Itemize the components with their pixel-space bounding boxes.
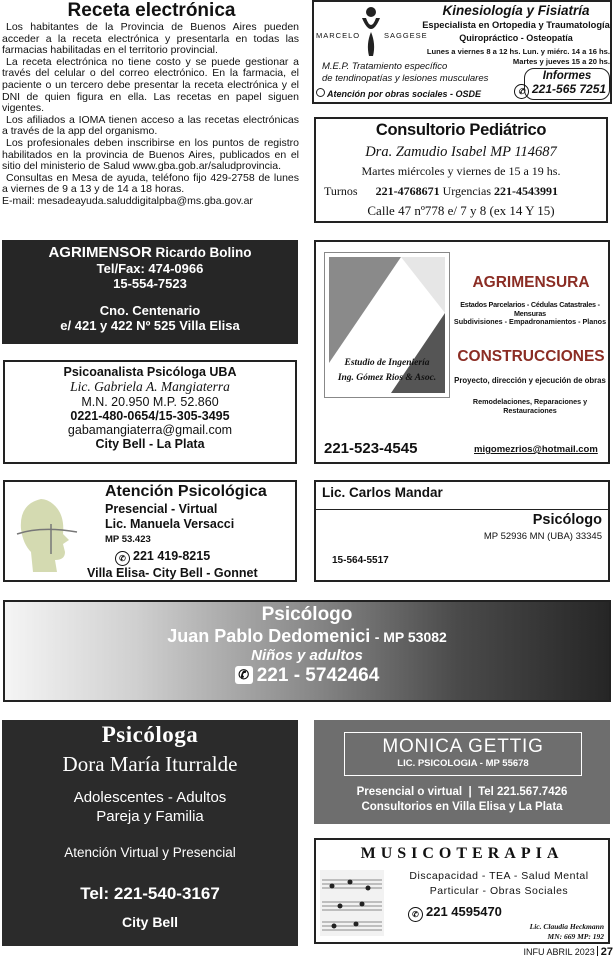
versacci-mp: MP 53.423 [105, 534, 151, 545]
versacci-name: Lic. Manuela Versacci [105, 517, 235, 531]
musico-lic: Lic. Claudia Heckmann [529, 922, 604, 931]
musico-mat: MN: 669 MP: 192 [547, 932, 604, 941]
agrimensor-name: Ricardo Bolino [155, 245, 252, 260]
mangiaterra-mat: M.N. 20.950 M.P. 52.860 [81, 395, 219, 409]
pediatrico-doctor: Dra. Zamudio Isabel MP 114687 [365, 144, 557, 160]
saggese-logo-right: SAGGESE [384, 31, 428, 40]
gettig-line1: Presencial o virtual | Tel 221.567.7426 [356, 786, 568, 798]
gettig-name-box [344, 732, 582, 776]
gomez-cons-items1: Proyecto, dirección y ejecución de obras [454, 376, 606, 385]
agrimensor-telfax: Tel/Fax: 474-0966 [96, 261, 204, 276]
receta-paragraph: Los afiliados a IOMA tienen acceso a las recetas electrónicas a través de la app del organismo. [2, 113, 299, 138]
musico-line2: Particular - Obras Sociales [429, 885, 569, 897]
saggese-atencion [316, 88, 481, 99]
gomez-construcciones: CONSTRUCCIONES [457, 348, 605, 365]
iturralde-atencion: Atención Virtual y Presencial [64, 845, 236, 860]
versacci-title: Atención Psicológica [105, 483, 267, 500]
saggese-mep2: de tendinopatías y lesiones musculares [322, 73, 489, 84]
iturralde-title: Psicóloga [101, 722, 199, 747]
saggese-mep: M.E.P. Tratamiento específico [322, 61, 448, 72]
mangiaterra-name: Lic. Gabriela A. Mangiaterra [70, 379, 230, 394]
saggese-subtitle: Especialista en Ortopedia y Traumatología [422, 20, 610, 30]
head-profile-icon [11, 494, 81, 574]
musico-phone [408, 904, 502, 922]
mangiaterra-title: Psicoanalista Psicóloga UBA [63, 365, 237, 379]
page-footer [500, 945, 613, 959]
whatsapp-icon: ✆ [408, 907, 423, 922]
agrimensor-ad [2, 240, 298, 344]
dedomenici-ad [3, 600, 611, 702]
pediatrico-ad [314, 117, 608, 223]
saggese-phone [514, 82, 606, 99]
iturralde-line1: Adolescentes - Adultos [73, 789, 227, 806]
mandar-mp: MP 52936 MN (UBA) 33345 [483, 531, 602, 542]
gomez-logo-line1: Estudio de Ingeniería [344, 358, 430, 368]
gomez-logo-line2: Ing. Gómez Rios & Asoc. [337, 373, 437, 383]
dedomenici-name: Juan Pablo Dedomenici [167, 626, 371, 646]
gomez-agrimensura: AGRIMENSURA [472, 274, 590, 291]
agrimensor-addr1: Cno. Centenario [99, 303, 201, 318]
bullet-icon [316, 88, 325, 97]
dedomenici-sub: Niños y adultos [251, 647, 363, 664]
mangiaterra-ad [3, 360, 297, 464]
gomez-agri-items1: Estados Parcelarios - Cédulas Catastrales - Mensuras [460, 300, 600, 318]
mandar-divider [316, 509, 608, 510]
saggese-hours2: Martes y jueves 15 a 20 hs. [512, 57, 610, 66]
saggese-logo-left: MARCELO [316, 31, 361, 40]
receta-paragraph: Los habitantes de la Provincia de Buenos Aires pueden acceder a la receta electrónica y presentarla en todas las farmacias habilitadas en el territorio provincial. [2, 21, 299, 57]
dedomenici-heading [5, 626, 609, 647]
pediatrico-title: Consultorio Pediátrico [375, 121, 547, 139]
whatsapp-icon: ✆ [115, 551, 130, 566]
agrimensor-cell: 15-554-7523 [113, 276, 187, 291]
gomez-email: migomezrios@hotmail.com [474, 444, 598, 455]
saggese-hours1: Lunes a viernes 8 a 12 hs. Lun. y miérc. 14 a 16 hs. [426, 47, 610, 56]
mangiaterra-phones: 0221-480-0654/15-305-3495 [70, 409, 230, 423]
gomez-phone: 221-523-4545 [324, 440, 418, 457]
iturralde-ad [2, 720, 298, 946]
mandar-ad [314, 480, 610, 582]
pediatrico-days: Martes miércoles y viernes de 15 a 19 hs. [361, 164, 561, 178]
versacci-phone [115, 549, 210, 566]
saggese-quiro: Quiropráctico - Osteopatía [459, 33, 573, 43]
gettig-ad [314, 720, 610, 824]
footer-page: 27 [600, 946, 613, 958]
whatsapp-icon: ✆ [514, 84, 529, 99]
turnos-label: Turnos [324, 184, 358, 198]
gomez-logo [324, 252, 450, 398]
dedomenici-phone-row [5, 665, 609, 687]
gomez-rios-ad [314, 240, 610, 464]
saggese-atencion-text: Atención por obras sociales - OSDE [327, 89, 482, 99]
musicoterapia-ad [314, 838, 610, 944]
receta-paragraph: La receta electrónica no tiene costo y se puede gestionar a través del celular o del correo electrónico. En la farmacia, el paciente o un tercero debe presentar la receta electrónica y el DNI de quien figura en ella. Las recetas en papel siguen vigentes. [2, 55, 299, 115]
gettig-sub: LIC. PSICOLOGIA - MP 55678 [397, 758, 529, 769]
versacci-places: Villa Elisa- City Bell - Gonnet [87, 566, 258, 580]
musico-line1: Discapacidad - TEA - Salud Mental [409, 870, 589, 882]
dedomenici-mp: - MP 53082 [374, 629, 447, 645]
receta-paragraph: Los profesionales deben inscribirse en los puntos de registro habilitados en la provincia de Buenos Aires, publicados en el sitio del ministerio de Salud www.gba.gob.ar/saludprovincia. [2, 136, 299, 173]
agrimensor-addr2: e/ 421 y 422 Nº 525 Villa Elisa [60, 318, 240, 333]
pediatrico-address: Calle 47 nº778 e/ 7 y 8 (ex 14 Y 15) [367, 203, 555, 218]
iturralde-line2: Pareja y Familia [96, 808, 204, 825]
mandar-name: Lic. Carlos Mandar [322, 485, 443, 500]
versacci-line1: Presencial - Virtual [105, 502, 218, 516]
iturralde-tel: Tel: 221-540-3167 [80, 884, 220, 903]
dedomenici-phone: 221 - 5742464 [256, 665, 380, 686]
musico-title: MUSICOTERAPIA [360, 845, 564, 862]
musico-phone-text: 221 4595470 [426, 904, 502, 919]
receta-paragraph: Consultas en Mesa de ayuda, teléfono fijo 429-2758 de lunes a viernes de 9 a 13 y de 14 a 18 horas. [2, 171, 299, 196]
pediatrico-phones [316, 184, 606, 199]
footer-divider [597, 946, 598, 956]
mandar-role: Psicólogo [532, 512, 602, 528]
gomez-cons-items2: Remodelaciones, Reparaciones y Restauraciones [472, 397, 588, 415]
mangiaterra-email: gabamangiaterra@gmail.com [67, 423, 233, 437]
sheet-music-icon [320, 870, 384, 936]
saggese-ad [312, 0, 612, 104]
receta-email: E-mail: mesadeayuda.saluddigitalpba@ms.gba.gov.ar [2, 194, 253, 207]
footer-issue: INFU ABRIL 2023 [523, 947, 595, 957]
iturralde-name: Dora María Iturralde [62, 752, 238, 776]
receta-title: Receta electrónica [67, 0, 236, 21]
gomez-agri-items2: Subdivisiones - Empadronamientos - Planos [453, 317, 607, 326]
gettig-name: MONICA GETTIG [382, 736, 544, 757]
saggese-informes: Informes [542, 70, 592, 82]
turnos-phone: 221-4768671 [375, 184, 440, 198]
urgencias-label: Urgencias [442, 184, 492, 198]
whatsapp-icon: ✆ [235, 666, 253, 684]
urgencias-phone: 221-4543991 [494, 184, 559, 198]
iturralde-city: City Bell [121, 914, 178, 930]
receta-body [0, 22, 303, 208]
dedomenici-title: Psicólogo [261, 604, 353, 625]
gettig-line2: Consultorios en Villa Elisa y La Plata [361, 801, 563, 813]
versacci-phone-text: 221 419-8215 [133, 549, 211, 563]
receta-article [0, 0, 303, 230]
agrimensor-title: AGRIMENSOR [48, 244, 152, 261]
agrimensor-heading [2, 244, 298, 261]
saggese-title: Kinesiología y Fisiatría [442, 3, 590, 18]
mangiaterra-city: City Bell - La Plata [95, 437, 205, 451]
versacci-ad [3, 480, 297, 582]
saggese-phone-text: 221-565 7251 [532, 82, 607, 96]
mandar-phone: 15-564-5517 [332, 555, 389, 566]
